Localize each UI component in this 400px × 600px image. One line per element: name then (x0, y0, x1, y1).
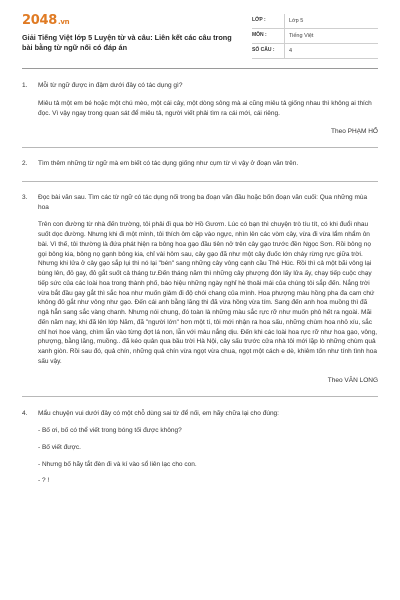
meta-row-class (252, 14, 378, 29)
dialog-line: - Nhưng bố hãy tắt đèn đi và kí vào sổ liên lạc cho con. (38, 460, 197, 468)
meta-value: 4 (284, 44, 378, 58)
question-prompt: Đọc bài văn sau. Tìm các từ ngữ có tác dụng nối trong ba đoạn văn đầu hoặc bốn đoạn văn cuối: Qua những mùa hoa (38, 193, 368, 211)
question-number: 4. (22, 410, 28, 418)
question-number: 3. (22, 193, 28, 201)
meta-value: Tiếng Việt (284, 29, 378, 43)
question-number: 1. (22, 82, 28, 89)
question-prompt: Tìm thêm những từ ngữ mà em biết có tác dụng giống như cụm từ vì vậy ở đoạn văn trên. (38, 160, 299, 167)
question-divider (22, 147, 378, 148)
meta-key: SỐ CÂU : (252, 47, 275, 54)
header-divider (22, 68, 378, 69)
question-2 (22, 159, 378, 169)
meta-value: Lớp 5 (284, 14, 378, 28)
meta-row-count (252, 44, 378, 59)
question-divider (22, 181, 378, 182)
logo-text: 2048 (22, 13, 57, 28)
question-1 (22, 81, 378, 137)
header (22, 0, 378, 68)
question-number: 2. (22, 160, 28, 167)
dialog-line: - Bố ơi, bố có thể viết trong bóng tối được không? (38, 427, 182, 434)
question-passage: Miêu tả một em bé hoặc một chú mèo, một cái cây, một dòng sông mà ai cũng miêu tả giống nhau thì không ai thích đọc. Vì vậy ngay trong quan sát để miêu tả, người viết phải tìm ra cái mới, cái riêng. (38, 99, 372, 117)
page-title: Giải Tiếng Việt lớp 5 Luyện từ và câu: Liên kết các câu trong bài bằng từ ngữ nối có đáp án (22, 33, 232, 53)
dialog-line: - ? ! (38, 477, 50, 485)
meta-table (252, 14, 378, 68)
question-3 (22, 193, 378, 386)
passage-author: Theo PHẠM HỔ (331, 128, 378, 136)
question-divider (22, 396, 378, 397)
question-4 (22, 409, 378, 486)
meta-key: LỚP : (252, 17, 266, 24)
question-passage: Trên con đường từ nhà đến trường, tôi phải đi qua bờ Hồ Gươm. Lúc có bạn thì chuyện trò tíu tít, có khi đuổi nhau suốt dọc đường. Nhưng khi đi một mình, tôi thích ôm cặp vào ngực, nhìn lên các vòm cây, vừa đi vừa lẩm nhẩm ôn bài. Vì thế, tôi thường là đứa phát hiện ra bông hoa gạo đầu tiên nở trên cây gạo trước đền Ngọc Sơn. Rồi bông nọ gọi bông kia, bông nọ gạnh bông kia, chỉ vài hôm sau, cây gạo đã như một cây đuốc lớn cháy rừng rực giữa trời. Nhưng khi lửa ở cây gạo sắp lụi thì nó lại "bén" sang những cây vông cạnh cầu Thê Húc. Rồi thì cả một bãi vông lại bùng lên, đỏ gay, đỏ gắt suốt cả tháng tư.Đến tháng năm thì những cây phượng đón lấy lửa ấy, chạy tiếp cuộc chạy tiếp sức của các loài hoa trong thành phố, báo hiệu những ngày nghỉ hè thoải mái của chúng tôi sắp đến. Nắng trời vừa bắt đầu gay gắt thì sắc hoa như muốn giảm đi độ chói chang của mình. Hoa phượng màu hồng pha đa cam chứ không đỏ gắt như vông như gạo. Đến cái anh bằng lăng thì đã vừa hồng vừa tím. Sang đến anh hoa muồng thì đã ngả hẳn sang sắc vàng chanh. Nhưng nói chung, đó toàn là những màu sắc rực rỡ như muốn phô hết ra ngoài. Mãi đến năm nay, khi đã lên lớp Năm, đã "người lớn" hơn một tí, tôi mới nhận ra hoa sấu, những chùm hoa nhỏ xíu, sắc chỉ hơi hoe vàng, chìm lẫn vào từng đợt lá non, lẫn với màu nắng dịu. Đến khi các loài hoa rực rỡ như hoa gạo, vông, phượng, bằng lăng, muồng.. đã kéo quân qua bầu trời Hà Nội, cây sấu trước cửa nhà tôi mới lặp lò những chùm quả xanh giòn. Rồi sau đó, quả chín, những quả chín vừa ngọt vừa chua, ngọt một cách e dè, khiêm tốn như tính tình hoa sấu vậy. (38, 221, 378, 365)
meta-row-subject (252, 29, 378, 44)
question-prompt: Mỗi từ ngữ được in đậm dưới đây có tác dụng gì? (38, 82, 183, 89)
passage-author: Theo VĂN LONG (327, 376, 378, 384)
meta-key: MÔN : (252, 32, 267, 39)
dialog-line: - Bố viết được. (38, 443, 81, 451)
question-prompt: Mẩu chuyện vui dưới đây có một chỗ dùng sai từ để nối, em hãy chữa lại cho đúng: (38, 410, 279, 418)
logo-tld: .vn (57, 18, 70, 26)
brand-block (22, 14, 232, 68)
site-logo[interactable] (22, 14, 232, 29)
